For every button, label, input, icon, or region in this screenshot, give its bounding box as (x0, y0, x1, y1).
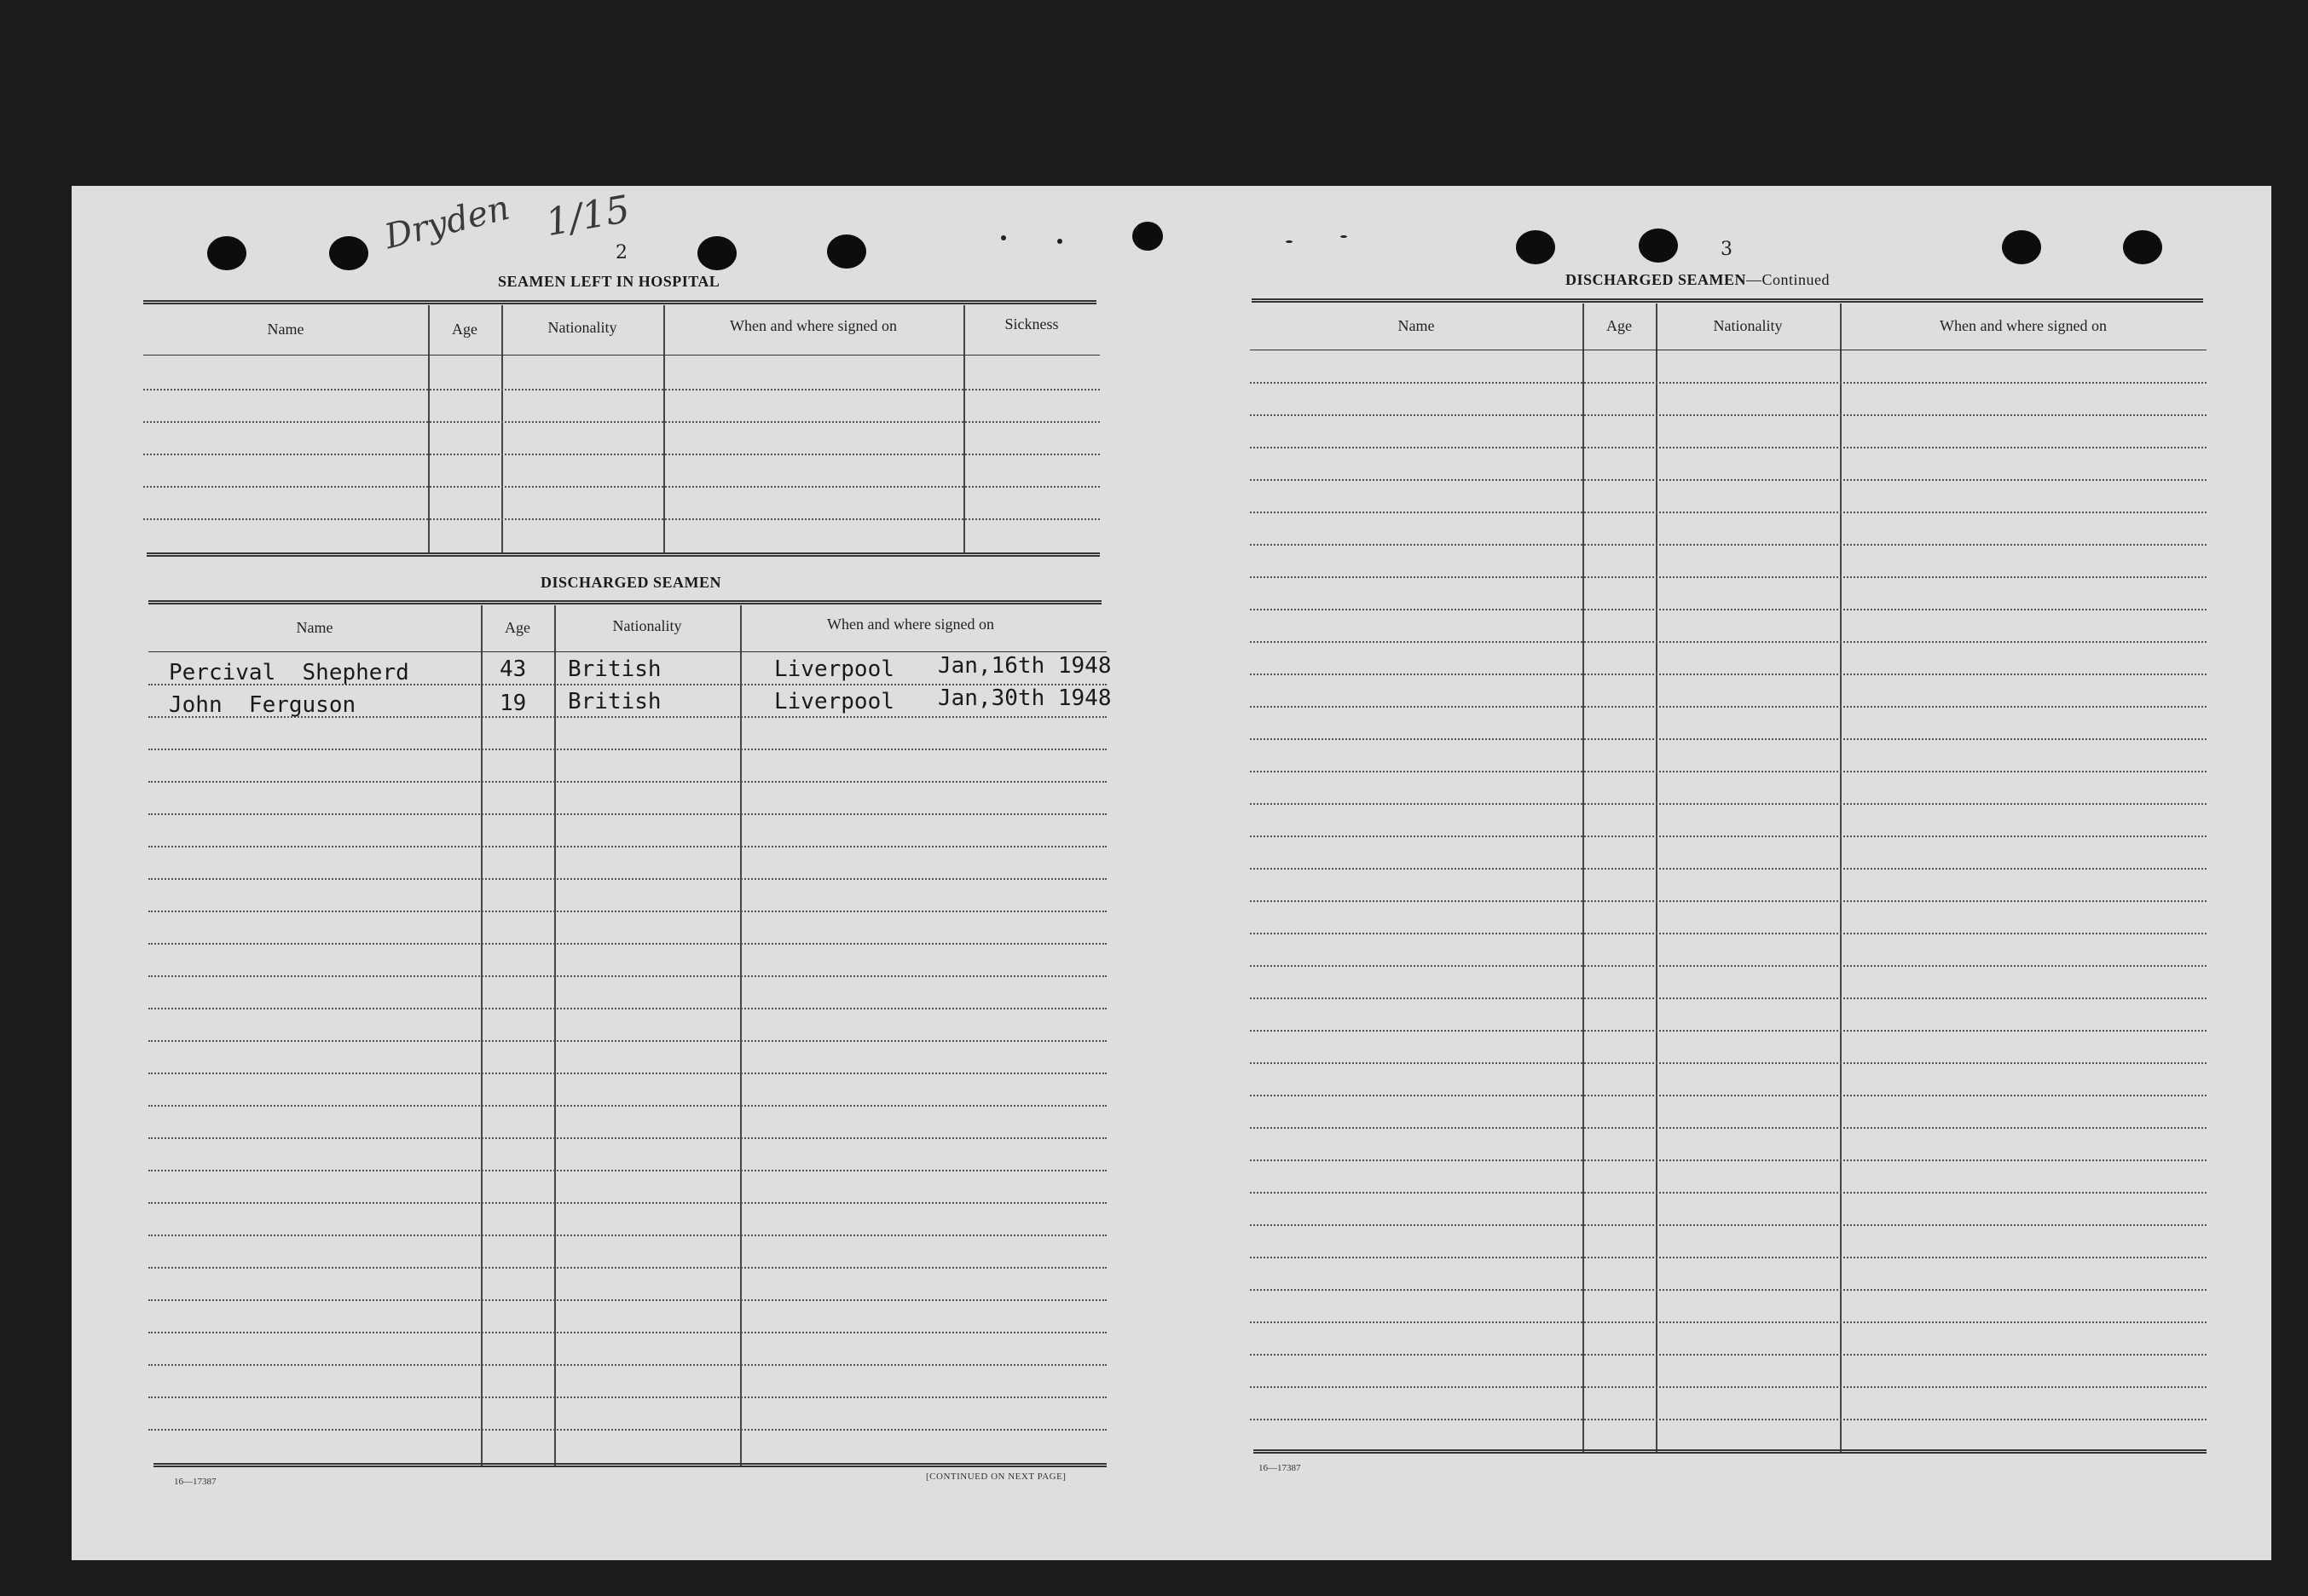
row1-date: Jan,16th 1948 (938, 653, 1112, 679)
row2-nationality: British (568, 689, 662, 714)
handwritten-fraction: 1/15 (542, 187, 633, 246)
row1-name: Percival Shepherd (169, 660, 409, 685)
punch-hole (207, 236, 246, 270)
discharged-table (148, 605, 1112, 1466)
right-col-signed-on: When and where signed on (1940, 317, 2107, 334)
punch-hole (827, 234, 866, 269)
row2-place: Liverpool (774, 689, 894, 714)
right-col-nationality: Nationality (1713, 317, 1783, 334)
hospital-col-signed-on: When and where signed on (730, 317, 897, 334)
page-number-right: 3 (1721, 239, 1732, 260)
discharged-col-age: Age (505, 619, 530, 636)
continued-title-main: DISCHARGED SEAMEN (1565, 271, 1747, 288)
discharged-col-name: Name (296, 619, 333, 636)
punch-hole (1132, 222, 1163, 251)
row2-date: Jan,30th 1948 (938, 685, 1112, 711)
page-number-left: 2 (616, 242, 628, 263)
punch-hole (329, 236, 368, 270)
hospital-section-title: SEAMEN LEFT IN HOSPITAL (498, 273, 720, 290)
speck (1057, 239, 1062, 244)
hospital-col-age: Age (452, 321, 477, 338)
hospital-table (143, 305, 1100, 552)
row2-age: 19 (500, 691, 527, 716)
punch-hole (1516, 230, 1555, 264)
discharged-bottom-rule (153, 1463, 1107, 1469)
right-bottom-rule (1253, 1449, 2207, 1455)
discharged-col-signed-on: When and where signed on (827, 616, 994, 633)
continued-table (1250, 304, 2207, 1453)
hospital-bottom-rule (147, 552, 1100, 558)
hospital-col-sickness: Sickness (1004, 315, 1059, 332)
discharged-section-title: DISCHARGED SEAMEN (541, 574, 722, 591)
speck (1286, 240, 1293, 243)
form-code-right: 16—17387 (1258, 1463, 1301, 1473)
punch-hole (697, 236, 737, 270)
form-code-left: 16—17387 (174, 1477, 217, 1487)
punch-hole (2002, 230, 2041, 264)
speck (1001, 235, 1006, 240)
row2-name: John Ferguson (169, 692, 356, 718)
continued-section-title (1565, 271, 1830, 289)
continued-note: [CONTINUED ON NEXT PAGE] (926, 1472, 1067, 1482)
handwritten-name: Dryden (380, 188, 514, 257)
row1-nationality: British (568, 656, 662, 682)
discharged-col-nationality: Nationality (612, 617, 682, 634)
speck (1340, 235, 1347, 238)
punch-hole (1639, 228, 1678, 263)
row1-place: Liverpool (774, 656, 894, 682)
hospital-col-name: Name (267, 321, 304, 338)
continued-title-cont: —Continued (1746, 271, 1831, 288)
right-col-name: Name (1397, 317, 1435, 334)
row1-age: 43 (500, 656, 527, 682)
right-col-age: Age (1606, 317, 1632, 334)
punch-hole (2123, 230, 2162, 264)
hospital-col-nationality: Nationality (547, 319, 617, 336)
